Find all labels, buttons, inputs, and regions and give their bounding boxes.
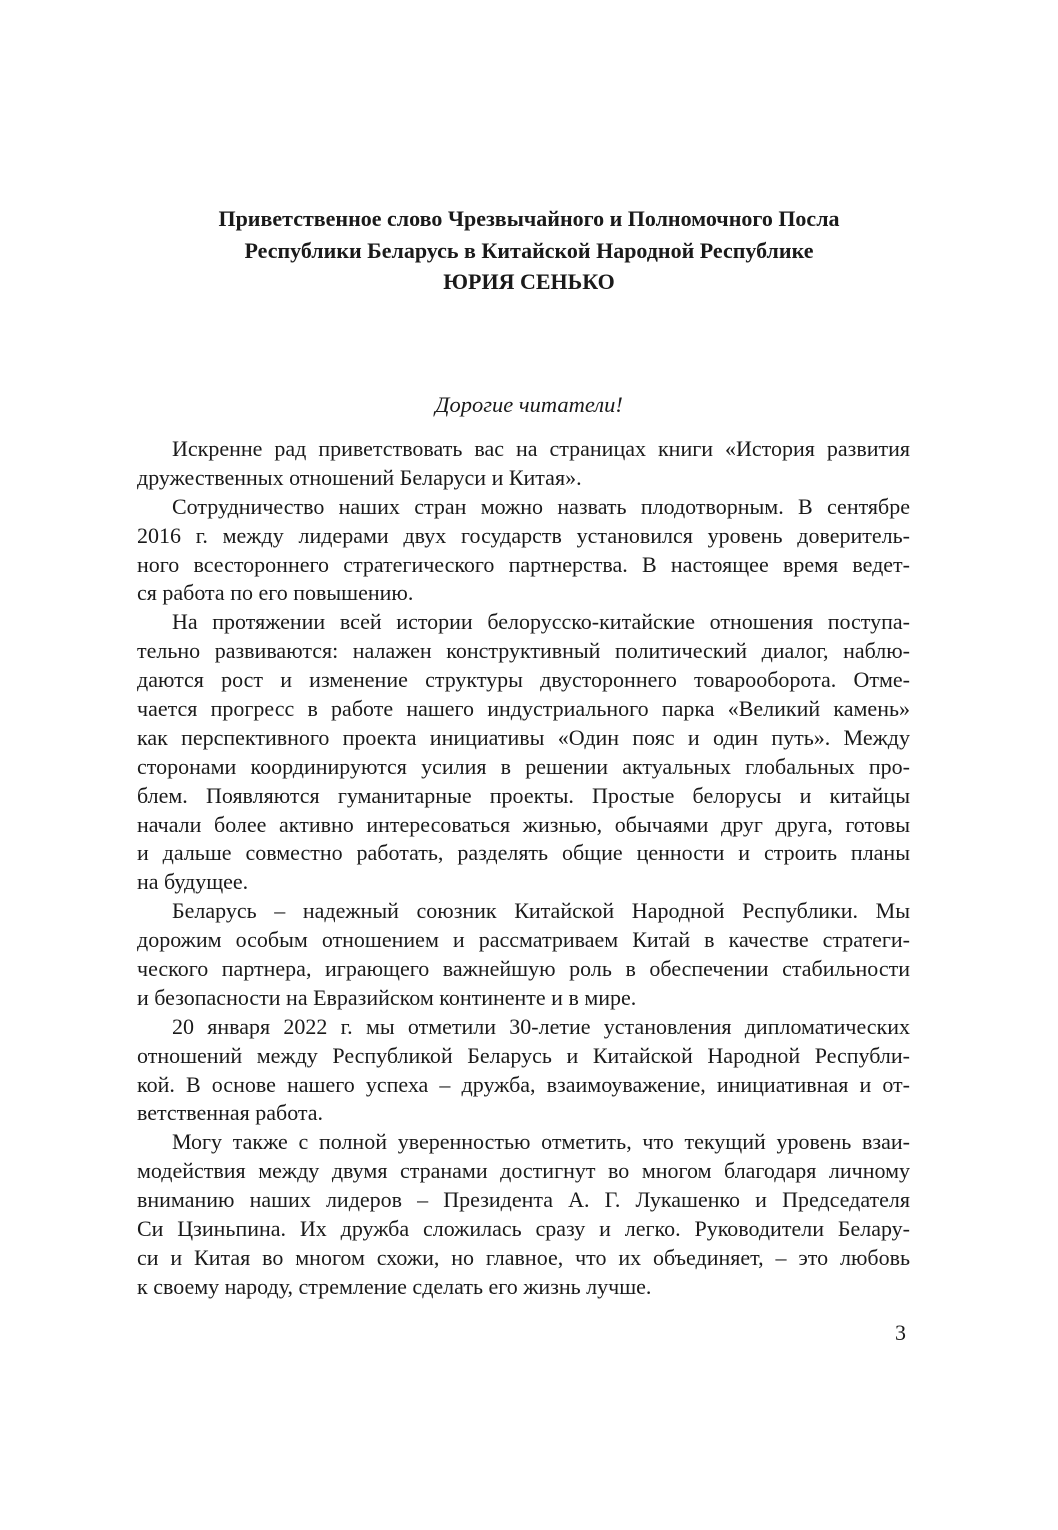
paragraph (137, 435, 910, 493)
text-line: Могу также с полной уверенностью отметить, что текущий уровень взаи- (172, 1129, 910, 1155)
text-line: начали более активно интересоваться жизнью, обычаями друг друга, готовы (137, 811, 910, 837)
text-line: ся работа по его повышению. (137, 580, 414, 606)
text-line: вниманию наших лидеров – Президента А. Г. Лукашенко и Председателя (137, 1187, 910, 1213)
text-line: 2016 г. между лидерами двух государств установился уровень доверитель- (137, 522, 910, 548)
text-line: как перспективного проекта инициативы «Один пояс и один путь». Между (137, 724, 910, 750)
body-text (137, 435, 910, 1302)
text-line: и дальше совместно работать, разделять общие ценности и строить планы (137, 840, 910, 866)
text-line: даются рост и изменение структуры двустороннего товарооборота. Отме- (137, 667, 910, 693)
text-line: ческого партнера, играющего важнейшую роль в обеспечении стабильности (137, 956, 910, 982)
text-line: си и Китая во многом схожи, но главное, что их объединяет, – это любовь (137, 1244, 910, 1270)
text-line: кой. В основе нашего успеха – дружба, взаимоуважение, инициативная и от- (137, 1071, 910, 1097)
text-line: дорожим особым отношением и рассматриваем Китай в качестве стратеги- (137, 927, 910, 953)
paragraph (137, 1013, 910, 1129)
text-line: На протяжении всей истории белорусско-китайские отношения поступа- (172, 609, 910, 635)
page-number: 3 (895, 1320, 906, 1345)
page-heading (0, 203, 1058, 298)
text-line: 20 января 2022 г. мы отметили 30-летие установления дипломатических (172, 1013, 910, 1039)
text-line: Беларусь – надежный союзник Китайской Народной Республики. Мы (172, 898, 910, 924)
text-line: Искренне рад приветствовать вас на страницах книги «История развития (172, 436, 910, 461)
paragraph (137, 897, 910, 1013)
text-line: и безопасности на Евразийском континенте и в мире. (137, 984, 637, 1010)
author-name: ЮРИЯ СЕНЬКО (443, 269, 615, 294)
text-line: Си Цзиньпина. Их дружба сложилась сразу и легко. Руководители Белару- (137, 1216, 910, 1242)
paragraph (137, 1128, 910, 1301)
paragraph (137, 493, 910, 609)
text-line: дружественных отношений Беларуси и Китая». (137, 464, 582, 490)
greeting: Дорогие читатели! (435, 392, 623, 417)
text-line: чается прогресс в работе нашего индустриального парка «Великий камень» (137, 696, 910, 722)
text-line: тельно развиваются: налажен конструктивный политический диалог, наблю- (137, 638, 910, 664)
text-line: к своему народу, стремление сделать его жизнь лучше. (137, 1273, 652, 1299)
text-line: на будущее. (137, 869, 249, 895)
text-line: Сотрудничество наших стран можно назвать плодотворным. В сентябре (172, 493, 910, 519)
text-line: блем. Появляются гуманитарные проекты. Простые белорусы и китайцы (137, 782, 910, 808)
heading-line: Приветственное слово Чрезвычайного и Полномочного Посла (218, 206, 840, 231)
text-line: сторонами координируются усилия в решении актуальных глобальных про- (137, 753, 910, 779)
heading-line: Республики Беларусь в Китайской Народной Республике (244, 237, 814, 263)
paragraph (137, 608, 910, 897)
text-line: ветственная работа. (137, 1100, 324, 1126)
text-line: отношений между Республикой Беларусь и Китайской Народной Республи- (137, 1042, 910, 1068)
text-line: ного всестороннего стратегического партнерства. В настоящее время ведет- (137, 551, 910, 577)
text-line: модействия между двумя странами достигнут во многом благодаря личному (137, 1158, 910, 1184)
